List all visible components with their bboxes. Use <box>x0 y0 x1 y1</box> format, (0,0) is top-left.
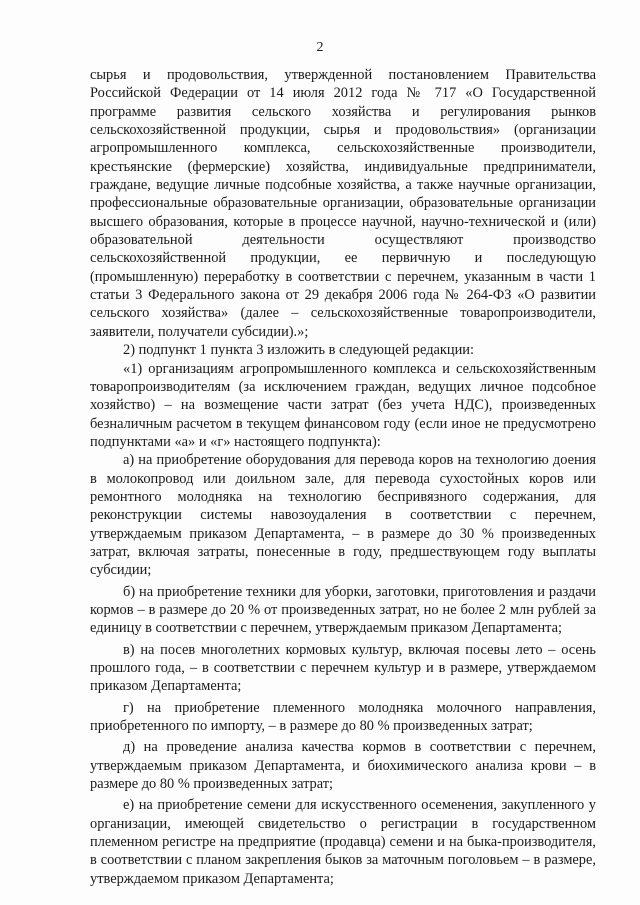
page-number: 2 <box>316 40 324 55</box>
document-body <box>90 66 596 888</box>
paragraph-item-v: в) на посев многолетних кормовых культур, включая посевы лето – осень прошлого года, – в соответствии с перечнем культур и в размере, утверждаемом приказом Департамента; <box>90 641 596 695</box>
paragraph-continuation: сырья и продовольствия, утвержденной постановлением Правительства Российской Федерации от 14 июля 2012 года № 717 «О Государственной программе развития сельского хозяйства и регулирования рынков сельскохозяйственной продукции, сырья и продовольствия» (организации агропромышленного комплекса, сельскохозяйственные производители, крестьянские (фермерские) хозяйства, индивидуальные предприниматели, граждане, ведущие личные подсобные хозяйства, а также научные организации, профессиональные образовательные организации, образовательные организации высшего образования, которые в процессе научной, научно-технической и (или) образовательной деятельности осуществляют производство сельскохозяйственной продукции, ее первичную и последующую (промышленную) переработку в соответствии с перечнем, указанным в части 1 статьи 3 Федерального закона от 29 декабря 2006 года № 264-ФЗ «О развитии сельского хозяйства» (далее – сельскохозяйственные товаропроизводители, заявители, получатели субсидии).»; <box>90 67 596 340</box>
paragraph-item-e: е) на приобретение семени для искусственного осеменения, закупленного у организации, имеющей свидетельство о регистрации в государственном племенном регистре на предприятие (продавца) семени и на быка-производителя, в соответствии с планом закрепления быков за маточным поголовьем – в размере, утверждаемом приказом Департамента; <box>90 797 596 887</box>
paragraph-amendment-2: 2) подпункт 1 пункта 3 изложить в следующей редакции: <box>123 342 474 359</box>
paragraph-item-a: а) на приобретение оборудования для перевода коров на технологию доения в молокопровод или доильном зале, для перевода сухостойных коров или ремонтного молодняка на технологию беспривязного содержания, для реконструкции системы навозоудаления в соответствии с перечнем, утверждаемым приказом Департамента, – в размере до 30 % произведенных затрат, включая затраты, понесенные в году, предшествующем году выплаты субсидии; <box>90 452 596 579</box>
paragraph-item-d: д) на проведение анализа качества кормов в соответствии с перечнем, утверждаемым приказом Департамента, и биохимического анализа крови – в размере до 80 % произведенных затрат; <box>90 739 596 793</box>
paragraph-item-g: г) на приобретение племенного молодняка молочного направления, приобретенного по импорту, – в размере до 80 % произведенных затрат; <box>90 699 596 735</box>
paragraph-subitem-1: «1) организациям агропромышленного комплекса и сельскохозяйственным товаропроизводителям (за исключением граждан, ведущих личное подсобное хозяйство) – на возмещение части затрат (без учета НДС), произведенных безналичным расчетом в текущем финансовом году (если иное не предусмотрено подпунктами «а» и «г» настоящего подпункта): <box>90 360 596 450</box>
paragraph-item-b: б) на приобретение техники для уборки, заготовки, приготовления и раздачи кормов – в размере до 20 % от произведенных затрат, но не более 2 млн рублей за единицу в соответствии с перечнем, утверждаемым приказом Департамента; <box>90 583 596 637</box>
